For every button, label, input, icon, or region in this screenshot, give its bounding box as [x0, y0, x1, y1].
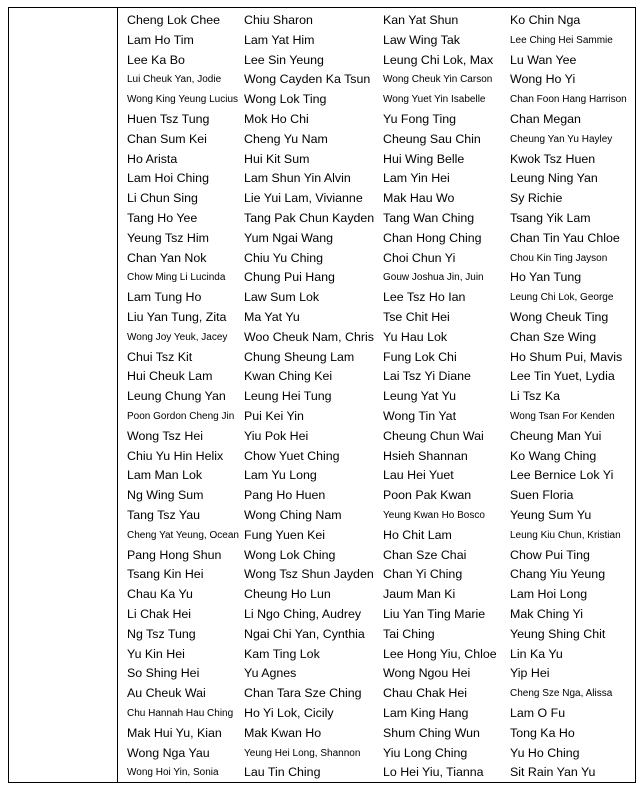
- name-entry: Chan Sum Kei: [127, 131, 207, 146]
- name-entry: Cheng Sze Nga, Alissa: [510, 688, 613, 700]
- name-entry: Li Ngo Ching, Audrey: [244, 607, 362, 621]
- name-entry: Yu Kin Hei: [127, 646, 185, 661]
- name-entry: Lee Ka Bo: [127, 52, 185, 67]
- name-entry: Ho Arista: [127, 151, 178, 166]
- name-entry: Cheng Yat Yeung, Ocean: [127, 529, 239, 541]
- name-entry: Cheung Chun Wai: [383, 428, 484, 443]
- name-entry: Tang Tsz Yau: [127, 508, 201, 522]
- name-entry: Lam Yin Hei: [383, 171, 450, 186]
- name-entry: Leung Chung Yan: [127, 389, 226, 404]
- name-entry: Lam Man Lok: [127, 468, 203, 483]
- name-entry: Kwok Tsz Huen: [510, 151, 596, 166]
- name-entry: Chan Hong Ching: [383, 230, 482, 245]
- name-entry: Wong Lok Ting: [244, 92, 327, 107]
- name-entry: Chow Pui Ting: [510, 547, 590, 562]
- name-entry: Fung Yuen Kei: [244, 527, 326, 542]
- name-entry: Hui Cheuk Lam: [127, 369, 213, 384]
- name-entry: Ma Yat Yu: [244, 310, 300, 324]
- name-entry: Lau Hei Yuet: [383, 468, 454, 483]
- name-entry: Li Tsz Ka: [510, 389, 561, 404]
- name-entry: Tang Ho Yee: [127, 211, 198, 225]
- name-entry: Cheung Man Yui: [510, 428, 602, 443]
- name-entry: Poon Gordon Cheng Jin: [127, 411, 235, 422]
- name-entry: Mak Ching Yi: [510, 607, 584, 621]
- name-entry: Lam Yat Him: [244, 32, 315, 47]
- name-entry: Wong Cheuk Yin Carson: [383, 74, 493, 86]
- name-entry: Lee Sin Yeung: [244, 52, 324, 67]
- name-entry: Shum Ching Wun: [383, 725, 480, 740]
- name-entry: Lo Hei Yiu, Tianna: [383, 765, 484, 780]
- name-entry: Tang Pak Chun Kayden: [244, 211, 375, 225]
- name-entry: Yeung Tsz Him: [127, 230, 209, 245]
- name-entry: Ko Chin Nga: [510, 13, 581, 27]
- name-entry: Yip Hei: [510, 666, 550, 681]
- name-entry: Yeung Shing Chit: [510, 626, 606, 641]
- name-grid: [127, 11, 632, 783]
- name-entry: Yu Agnes: [244, 666, 297, 681]
- name-entry: Chung Pui Hang: [244, 270, 335, 285]
- name-entry: Lee Bernice Lok Yi: [510, 468, 614, 483]
- name-entry: Tang Wan Ching: [383, 211, 475, 225]
- name-entry: Mak Hau Wo: [383, 191, 455, 206]
- name-entry: Lee Ching Hei Sammie: [510, 34, 613, 46]
- name-entry: Wong Yuet Yin Isabelle: [383, 94, 486, 106]
- name-entry: Pang Ho Huen: [244, 488, 326, 503]
- name-entry: Yu Fong Ting: [383, 112, 457, 126]
- name-entry: Chung Sheung Lam: [244, 349, 355, 364]
- name-entry: Chau Ka Yu: [127, 587, 193, 602]
- name-entry: Tsang Yik Lam: [510, 211, 591, 225]
- name-entry: Wong Ngou Hei: [383, 666, 471, 681]
- name-entry: Leung Hei Tung: [244, 389, 332, 404]
- name-entry: Hui Wing Belle: [383, 151, 465, 166]
- name-entry: Choi Chun Yi: [383, 250, 456, 265]
- name-entry: Chow Yuet Ching: [244, 448, 340, 463]
- name-entry: Li Chak Hei: [127, 607, 192, 621]
- name-entry: Wong Cayden Ka Tsun: [244, 72, 371, 87]
- name-entry: Yiu Pok Hei: [244, 428, 309, 443]
- name-entry: Tai Ching: [383, 626, 435, 641]
- name-entry: Lee Tsz Ho Ian: [383, 290, 466, 305]
- name-entry: Yeung Sum Yu: [510, 508, 592, 522]
- name-entry: Lam Hoi Ching: [127, 171, 209, 186]
- name-entry: Leung Kiu Chun, Kristian: [510, 529, 621, 541]
- name-entry: Lau Tin Ching: [244, 765, 321, 780]
- name-entry: Chiu Yu Hin Helix: [127, 448, 224, 463]
- name-entry: Au Cheuk Wai: [127, 686, 206, 701]
- name-entry: Chau Chak Hei: [383, 686, 468, 701]
- name-entry: Wong Joy Yeuk, Jacey: [127, 331, 228, 343]
- name-entry: Ho Yan Tung: [510, 270, 582, 285]
- name-entry: Leung Ning Yan: [510, 171, 598, 186]
- name-entry: Chan Megan: [510, 112, 581, 126]
- name-entry: Cheung Yan Yu Hayley: [510, 133, 613, 145]
- name-entry: Lin Ka Yu: [510, 646, 563, 661]
- name-entry: Sit Rain Yan Yu: [510, 765, 596, 780]
- name-entry: So Shing Hei: [127, 666, 200, 681]
- name-entry: Mok Ho Chi: [244, 112, 309, 126]
- name-entry: Yum Ngai Wang: [244, 230, 334, 245]
- name-entry: Ng Tsz Tung: [127, 626, 196, 641]
- name-entry: Cheng Yu Nam: [244, 131, 328, 146]
- name-entry: Chui Tsz Kit: [127, 349, 193, 364]
- name-entry: Mak Hui Yu, Kian: [127, 725, 222, 740]
- name-entry: Chan Sze Wing: [510, 329, 597, 344]
- name-entry: Liu Yan Ting Marie: [383, 607, 486, 621]
- name-entry: Tse Chit Hei: [383, 310, 450, 324]
- name-entry: Ngai Chi Yan, Cynthia: [244, 626, 365, 641]
- name-entry: Wong Tsan For Kenden: [510, 411, 615, 422]
- name-entry: Cheng Lok Chee: [127, 13, 220, 27]
- name-entry: Liu Yan Tung, Zita: [127, 310, 227, 324]
- name-entry: Chu Hannah Hau Ching: [127, 708, 234, 719]
- name-entry: Chiu Yu Ching: [244, 250, 323, 265]
- name-entry: Yu Ho Ching: [510, 745, 580, 760]
- name-entry: Lam King Hang: [383, 706, 469, 720]
- name-entry: Gouw Joshua Jin, Juin: [383, 272, 484, 284]
- name-entry: Yu Hau Lok: [383, 329, 448, 344]
- name-entry: Lee Hong Yiu, Chloe: [383, 646, 497, 661]
- name-entry: Chiu Sharon: [244, 13, 313, 27]
- name-entry: Chan Yi Ching: [383, 567, 463, 582]
- name-entry: Chan Yan Nok: [127, 250, 207, 265]
- name-entry: Wong Nga Yau: [127, 745, 210, 760]
- name-entry: Tsang Kin Hei: [127, 567, 204, 582]
- name-entry: Leung Chi Lok, Max: [383, 52, 494, 67]
- name-entry: Lie Yui Lam, Vivianne: [244, 191, 363, 206]
- name-entry: Kam Ting Lok: [244, 646, 320, 661]
- name-entry: Ho Chit Lam: [383, 527, 452, 542]
- name-entry: Wong Ho Yi: [510, 72, 576, 87]
- name-entry: Pui Kei Yin: [244, 409, 304, 423]
- name-entry: Lui Cheuk Yan, Jodie: [127, 74, 222, 86]
- name-entry: Leung Yat Yu: [383, 389, 457, 404]
- name-entry: Chow Ming Li Lucinda: [127, 272, 226, 284]
- name-entry: Wong Tin Yat: [383, 409, 457, 423]
- name-entry: Lee Tin Yuet, Lydia: [510, 369, 615, 384]
- column-divider: [117, 7, 118, 783]
- name-entry: Chou Kin Ting Jayson: [510, 252, 608, 264]
- name-entry: Law Wing Tak: [383, 32, 460, 47]
- name-entry: Cheung Sau Chin: [383, 131, 481, 146]
- name-entry: Pang Hong Shun: [127, 547, 222, 562]
- name-entry: Cheung Ho Lun: [244, 587, 331, 602]
- name-entry: Wong King Yeung Lucius: [127, 94, 239, 106]
- name-entry: Leung Chi Lok, George: [510, 292, 614, 304]
- name-entry: Lam Ho Tim: [127, 32, 194, 47]
- name-entry: Ng Wing Sum: [127, 488, 204, 503]
- name-entry: Lam Hoi Long: [510, 587, 588, 602]
- name-entry: Fung Lok Chi: [383, 349, 457, 364]
- name-entry: Wong Tsz Shun Jayden: [244, 567, 374, 582]
- name-entry: Kan Yat Shun: [383, 13, 459, 27]
- name-entry: Chan Foon Hang Harrison: [510, 94, 627, 106]
- name-entry: Suen Floria: [510, 488, 574, 503]
- name-entry: Hui Kit Sum: [244, 151, 310, 166]
- name-entry: Yeung Kwan Ho Bosco: [383, 510, 485, 521]
- name-entry: Hsieh Shannan: [383, 448, 468, 463]
- name-entry: Lam Yu Long: [244, 468, 317, 483]
- name-entry: Lam O Fu: [510, 706, 566, 720]
- name-entry: Yeung Hei Long, Shannon: [244, 747, 361, 759]
- name-entry: Wong Tsz Hei: [127, 428, 203, 443]
- name-entry: Chan Tin Yau Chloe: [510, 230, 620, 245]
- name-entry: Chan Sze Chai: [383, 547, 467, 562]
- name-entry: Tong Ka Ho: [510, 725, 575, 740]
- name-entry: Poon Pak Kwan: [383, 488, 472, 503]
- name-entry: Lai Tsz Yi Diane: [383, 369, 471, 384]
- name-entry: Kwan Ching Kei: [244, 369, 333, 384]
- name-entry: Lam Shun Yin Alvin: [244, 171, 351, 186]
- name-entry: Ko Wang Ching: [510, 448, 597, 463]
- name-entry: Jaum Man Ki: [383, 587, 456, 602]
- name-entry: Huen Tsz Tung: [127, 112, 210, 126]
- name-entry: Wong Ching Nam: [244, 508, 342, 522]
- name-entry: Yiu Long Ching: [383, 745, 468, 760]
- name-entry: Wong Cheuk Ting: [510, 310, 609, 324]
- name-entry: Chan Tara Sze Ching: [244, 686, 362, 701]
- name-entry: Chang Yiu Yeung: [510, 567, 606, 582]
- name-entry: Ho Shum Pui, Mavis: [510, 349, 623, 364]
- name-entry: Li Chun Sing: [127, 191, 198, 206]
- name-entry: Lu Wan Yee: [510, 52, 577, 67]
- name-entry: Sy Richie: [510, 191, 563, 206]
- name-entry: Woo Cheuk Nam, Chris: [244, 329, 374, 344]
- name-entry: Ho Yi Lok, Cicily: [244, 706, 334, 720]
- name-entry: Wong Hoi Yin, Sonia: [127, 767, 219, 779]
- name-entry: Lam Tung Ho: [127, 290, 202, 305]
- name-entry: Law Sum Lok: [244, 290, 320, 305]
- name-entry: Wong Lok Ching: [244, 547, 336, 562]
- name-entry: Mak Kwan Ho: [244, 725, 322, 740]
